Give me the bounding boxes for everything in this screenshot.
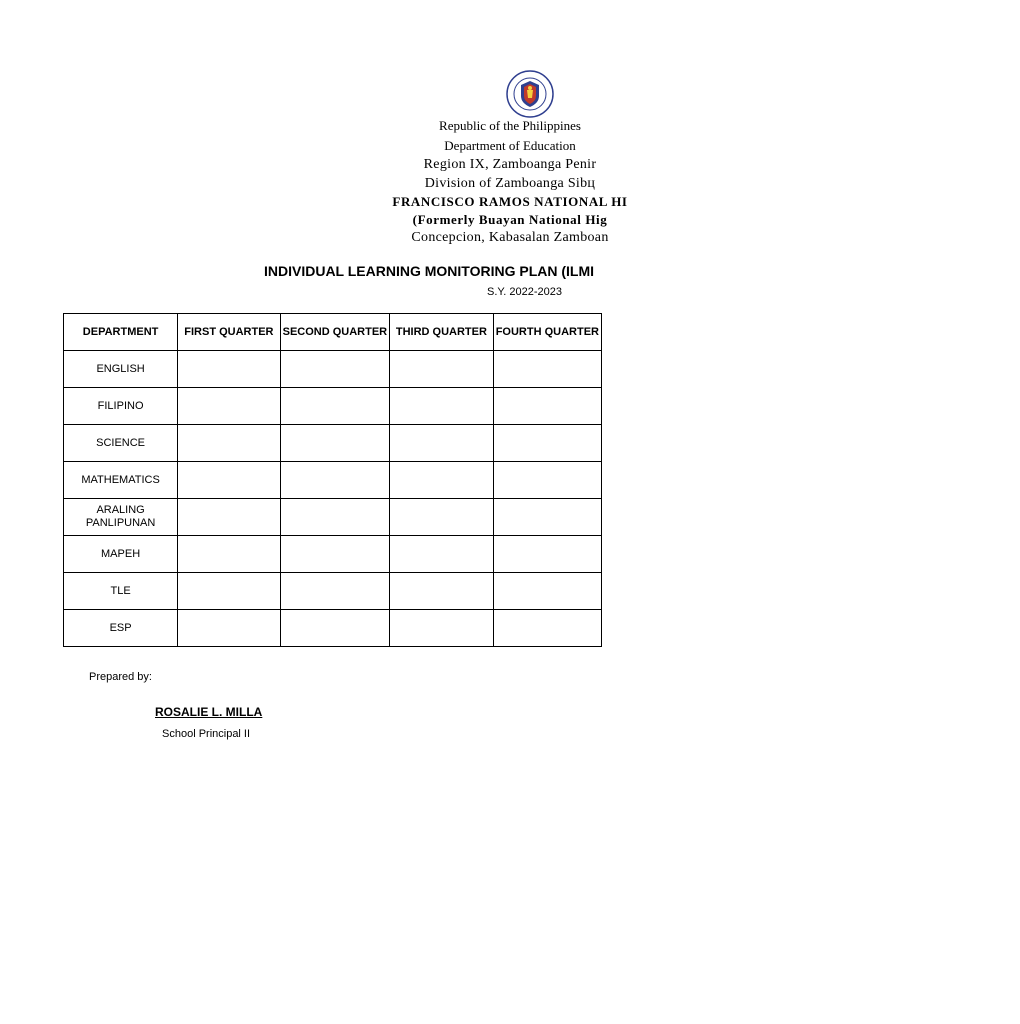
quarter-cell bbox=[493, 462, 601, 499]
quarter-cell bbox=[280, 425, 390, 462]
quarter-cell bbox=[280, 462, 390, 499]
header-republic: Republic of the Philippines bbox=[439, 118, 581, 133]
header-division: Division of Zamboanga Sibц bbox=[424, 176, 596, 191]
table-header-row bbox=[64, 314, 602, 351]
quarter-cell bbox=[390, 388, 494, 425]
department-cell: MATHEMATICS bbox=[64, 462, 178, 499]
prepared-by-label: Prepared by: bbox=[89, 671, 152, 683]
quarter-cell bbox=[390, 573, 494, 610]
quarter-cell bbox=[280, 573, 390, 610]
table-row bbox=[64, 573, 602, 610]
quarter-cell bbox=[493, 351, 601, 388]
table-row bbox=[64, 388, 602, 425]
quarter-cell bbox=[178, 425, 280, 462]
table-row bbox=[64, 425, 602, 462]
quarter-cell bbox=[390, 536, 494, 573]
quarter-cell bbox=[390, 499, 494, 536]
header-address: Concepcion, Kabasalan Zamboan bbox=[411, 230, 609, 245]
department-cell: SCIENCE bbox=[64, 425, 178, 462]
quarter-cell bbox=[280, 351, 390, 388]
quarter-cell bbox=[493, 536, 601, 573]
department-cell: ESP bbox=[64, 610, 178, 647]
quarter-cell bbox=[280, 610, 390, 647]
quarter-cell bbox=[390, 351, 494, 388]
department-cell: ARALING PANLIPUNAN bbox=[64, 499, 178, 536]
quarter-cell bbox=[493, 610, 601, 647]
quarter-cell bbox=[178, 610, 280, 647]
quarter-cell bbox=[178, 388, 280, 425]
header-former-name: (Formerly Buayan National Hig bbox=[412, 212, 608, 227]
department-cell: FILIPINO bbox=[64, 388, 178, 425]
table-row bbox=[64, 536, 602, 573]
quarter-cell bbox=[280, 499, 390, 536]
header-cell-third-quarter: THIRD QUARTER bbox=[390, 314, 494, 351]
quarter-cell bbox=[178, 536, 280, 573]
document-title: INDIVIDUAL LEARNING MONITORING PLAN (ILMI bbox=[264, 263, 595, 279]
header-cell-department: DEPARTMENT bbox=[64, 314, 178, 351]
header-school-name: FRANCISCO RAMOS NATIONAL HI bbox=[392, 194, 628, 209]
quarter-cell bbox=[493, 499, 601, 536]
quarter-cell bbox=[390, 425, 494, 462]
school-year: S.Y. 2022-2023 bbox=[487, 286, 563, 298]
quarter-cell bbox=[280, 388, 390, 425]
quarter-cell bbox=[493, 425, 601, 462]
quarter-cell bbox=[390, 610, 494, 647]
department-cell: ENGLISH bbox=[64, 351, 178, 388]
table-row bbox=[64, 351, 602, 388]
department-cell: MAPEH bbox=[64, 536, 178, 573]
header-cell-first-quarter: FIRST QUARTER bbox=[178, 314, 280, 351]
quarter-cell bbox=[178, 351, 280, 388]
quarter-cell bbox=[390, 462, 494, 499]
monitoring-plan-table bbox=[63, 313, 602, 647]
department-cell: TLE bbox=[64, 573, 178, 610]
quarter-cell bbox=[178, 462, 280, 499]
header-region: Region IX, Zamboanga Penir bbox=[423, 157, 597, 172]
header-department: Department of Education bbox=[444, 138, 576, 153]
quarter-cell bbox=[280, 536, 390, 573]
header-cell-second-quarter: SECOND QUARTER bbox=[280, 314, 390, 351]
quarter-cell bbox=[493, 388, 601, 425]
signatory-position: School Principal II bbox=[162, 728, 251, 740]
deped-seal-logo bbox=[506, 70, 554, 118]
signatory-name: ROSALIE L. MILLA bbox=[155, 705, 263, 719]
table-row bbox=[64, 499, 602, 536]
table-row bbox=[64, 610, 602, 647]
quarter-cell bbox=[178, 573, 280, 610]
header-cell-fourth-quarter: FOURTH QUARTER bbox=[493, 314, 601, 351]
quarter-cell bbox=[493, 573, 601, 610]
table-row bbox=[64, 462, 602, 499]
quarter-cell bbox=[178, 499, 280, 536]
